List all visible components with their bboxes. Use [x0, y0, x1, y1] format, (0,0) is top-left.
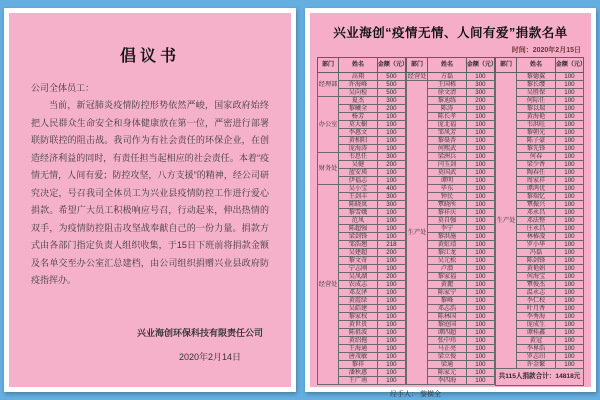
donation-table [317, 57, 584, 386]
name-cell: 黎曦全 [339, 105, 378, 113]
name-cell: 黎洪施 [428, 233, 467, 241]
letter-signer: 兴业海创环保科技有限责任公司 [136, 327, 263, 338]
table-row [318, 185, 406, 193]
name-cell: 黎家福 [428, 273, 467, 281]
name-cell: 李界浩 [517, 345, 556, 353]
column-header: 姓名 [339, 58, 378, 73]
amount-cell: 100 [555, 129, 583, 137]
amount-cell: 200 [377, 105, 405, 113]
amount-cell: 100 [466, 377, 494, 385]
name-cell: 陈长孝 [428, 113, 467, 121]
name-cell: 周家祥 [517, 177, 556, 185]
amount-cell: 100 [377, 369, 405, 377]
amount-cell: 300 [377, 153, 405, 161]
name-cell: 许金繁 [517, 361, 556, 369]
donation-table-group-2 [406, 57, 495, 385]
amount-cell: 100 [466, 169, 494, 177]
amount-cell: 100 [466, 161, 494, 169]
amount-cell: 100 [377, 337, 405, 345]
name-cell: 黎以瑞 [517, 105, 556, 113]
amount-cell: 100 [466, 265, 494, 273]
amount-cell: 100 [466, 329, 494, 337]
name-cell: 闫玉剑 [428, 161, 467, 169]
amount-cell: 100 [555, 89, 583, 97]
name-cell: 夏杰 [339, 97, 378, 105]
name-cell: 农成志 [339, 281, 378, 289]
table-row [318, 73, 406, 81]
name-cell: 梁通 [428, 361, 467, 369]
name-cell: 黎朝光 [517, 129, 556, 137]
name-cell: 何际任 [517, 97, 556, 105]
name-cell: 温永志 [517, 289, 556, 297]
name-cell: 吴小宝 [339, 185, 378, 193]
amount-cell: 100 [377, 321, 405, 329]
name-cell: 罗小华 [517, 241, 556, 249]
amount-cell: 300 [377, 193, 405, 201]
name-cell: 黎文奇 [339, 257, 378, 265]
name-cell: 邹浩翘 [339, 241, 378, 249]
amount-cell: 100 [555, 161, 583, 169]
name-cell: 梁立俊 [428, 353, 467, 361]
amount-cell: 218 [377, 241, 405, 249]
name-cell: 吴向检 [339, 89, 378, 97]
name-cell: 韦洪旺 [517, 121, 556, 129]
name-cell: 何熙武 [428, 145, 467, 153]
name-cell: 叶月香 [517, 305, 556, 313]
amount-cell: 100 [555, 105, 583, 113]
letter-date: 2020年2月14日 [178, 351, 241, 362]
name-cell: 黄麗 [428, 281, 467, 289]
amount-cell: 100 [555, 233, 583, 241]
name-cell: 黄绍拖 [339, 337, 378, 345]
name-cell: 谭明 [428, 177, 467, 185]
amount-cell: 100 [466, 273, 494, 281]
total-cell: 共115人捐款合计：14818元 [496, 369, 584, 386]
letter-body: 当前，新冠肺炎疫情防控形势依然严峻，国家政府始终把人民群众生命安全和身体健康放在第一位，严密进行部署联防联控的阻击战。我司作为有社会责任的环保企业，在创造经济利益的同时，有责任担当起相应的社会责任。本着“疫情无情，人间有爱；防控攻坚，八方支援”的精神，经公司研究决定，号召我司全体员工为兴业县疫情防控工作进行爱心捐款。希望广大员工积极响应号召，行动起来，伸出热情的双手，为疫情防控阻击攻坚战奉献自己的一份力量。捐款方式由各部门指定负责人组织收集，于15日下班前将捐款金额及名单交至办公室汇总建档，由公司组织捐赠兴业县政府防疫指挥办。 [31, 100, 269, 285]
name-cell: 李惠文 [339, 129, 378, 137]
name-cell: 陈家宁 [428, 289, 467, 297]
amount-cell: 100 [555, 313, 583, 321]
name-cell: 王国栋 [428, 81, 467, 89]
letter-document-card [4, 8, 296, 392]
name-cell: 张中玮 [428, 337, 467, 345]
name-cell: 陈剑锋 [517, 257, 556, 265]
name-cell: 邓志浩 [428, 305, 467, 313]
amount-cell: 100 [377, 217, 405, 225]
name-cell: 李宁 [428, 225, 467, 233]
name-cell: 范凤 [339, 217, 378, 225]
name-cell: 黎雪娥 [339, 209, 378, 217]
dept-cell: 经营处 [318, 185, 339, 385]
donation-list-card [305, 8, 596, 398]
dept-cell: 经理部 [318, 73, 339, 97]
amount-cell: 100 [555, 169, 583, 177]
amount-cell: 100 [555, 281, 583, 289]
name-cell: 吴健 [339, 161, 378, 169]
name-cell: 谭桂鑫 [517, 329, 556, 337]
name-cell: 黎庭国 [428, 321, 467, 329]
name-cell: 黎先锋 [517, 145, 556, 153]
name-cell: 黄虹靖 [428, 241, 467, 249]
name-cell: 吴元松 [428, 257, 467, 265]
amount-cell: 100 [377, 121, 405, 129]
column-header: 金额（元） [377, 58, 405, 73]
donation-list-time: 时间：2020年2月15日 [511, 47, 581, 54]
name-cell: 黎江龙 [428, 249, 467, 257]
name-cell: 庞成生 [517, 321, 556, 329]
amount-cell: 300 [466, 81, 494, 89]
dept-cell: 生产处 [407, 81, 428, 385]
amount-cell: 100 [555, 249, 583, 257]
name-cell: 梁少香 [517, 161, 556, 169]
name-cell: 吴胜保 [517, 89, 556, 97]
dept-cell: 生产处 [496, 73, 517, 369]
name-cell: 谭四超 [428, 329, 467, 337]
column-header: 姓名 [428, 58, 467, 73]
amount-cell: 100 [377, 169, 405, 177]
name-cell: 谭鸿优 [517, 185, 556, 193]
amount-cell: 100 [555, 305, 583, 313]
name-cell: 梁剑锋 [339, 233, 378, 241]
column-header: 部门 [318, 58, 339, 73]
amount-cell: 100 [377, 329, 405, 337]
amount-cell: 100 [466, 137, 494, 145]
amount-cell: 100 [555, 321, 583, 329]
name-cell: 陈涛 [428, 105, 467, 113]
donation-table-group-3 [495, 57, 584, 386]
amount-cell: 100 [555, 329, 583, 337]
name-cell: 陈超强 [339, 225, 378, 233]
amount-cell: 100 [466, 201, 494, 209]
name-cell: 钟民 [428, 193, 467, 201]
name-cell: 黄冠 [517, 337, 556, 345]
amount-cell: 100 [377, 361, 405, 369]
name-cell: 唐茂敏 [339, 353, 378, 361]
amount-cell: 400 [377, 185, 405, 193]
name-cell: 邓法整 [517, 217, 556, 225]
amount-cell: 100 [377, 225, 405, 233]
amount-cell: 100 [466, 73, 494, 81]
name-cell: 黎燊杏 [428, 137, 467, 145]
amount-cell: 100 [555, 193, 583, 201]
amount-cell: 200 [377, 273, 405, 281]
amount-cell: 100 [377, 353, 405, 361]
name-cell: 陈祖波 [339, 329, 378, 337]
amount-cell: 100 [466, 209, 494, 217]
name-cell: 宁志刚 [339, 265, 378, 273]
amount-cell: 100 [466, 257, 494, 265]
name-cell: 陶春任 [517, 169, 556, 177]
column-header: 部门 [407, 58, 428, 73]
column-header: 部门 [496, 58, 517, 73]
amount-cell: 100 [555, 201, 583, 209]
name-cell: 伊福志 [339, 177, 378, 185]
amount-cell: 100 [555, 177, 583, 185]
name-cell: 庄永昌 [517, 225, 556, 233]
amount-cell: 100 [466, 145, 494, 153]
name-cell: 王海通 [339, 345, 378, 353]
name-cell: 莫自强 [428, 217, 467, 225]
name-cell: 方磊 [428, 73, 467, 81]
donation-list-title: 兴业海创“疫情无情、人间有爱”捐款名单 [333, 26, 568, 40]
name-cell: 梁洲兵 [428, 153, 467, 161]
donation-list-page [310, 13, 591, 398]
name-cell: 林椿凌 [517, 233, 556, 241]
amount-cell: 100 [466, 289, 494, 297]
name-cell: 莫国武 [428, 169, 467, 177]
name-cell: 黄世贵 [339, 321, 378, 329]
name-cell: 庞海涛 [339, 145, 378, 153]
amount-cell: 100 [466, 121, 494, 129]
amount-cell: 100 [466, 313, 494, 321]
table-row [496, 73, 584, 81]
handler-line: 经手人： 黎横全 [390, 391, 441, 398]
amount-cell: 100 [377, 289, 405, 297]
total-row [496, 369, 584, 386]
name-cell: 黄相阳 [339, 137, 378, 145]
amount-cell: 100 [377, 281, 405, 289]
column-header: 姓名 [517, 58, 556, 73]
name-cell: 何春 [517, 153, 556, 161]
name-cell: 黎祥庆 [428, 209, 467, 217]
name-cell: 庞北福 [428, 121, 467, 129]
amount-cell: 100 [555, 153, 583, 161]
amount-cell: 100 [466, 249, 494, 257]
name-cell: 李秀海 [517, 313, 556, 321]
amount-cell: 100 [555, 257, 583, 265]
amount-cell: 100 [377, 113, 405, 121]
column-header: 金额（元） [466, 58, 494, 73]
amount-cell: 100 [377, 265, 405, 273]
name-cell: 黎瑞忆 [517, 193, 556, 201]
amount-cell: 100 [555, 97, 583, 105]
name-cell: 邓友泽 [339, 289, 378, 297]
name-cell: 杨芳 [339, 113, 378, 121]
name-cell: 陈子豪 [517, 137, 556, 145]
name-cell: 潘秋惠 [339, 369, 378, 377]
name-cell: 黎峰 [428, 297, 467, 305]
table-row [407, 73, 495, 81]
amount-cell: 100 [377, 145, 405, 153]
name-cell: 黄海艳 [517, 113, 556, 121]
amount-cell: 100 [466, 361, 494, 369]
amount-cell: 100 [466, 305, 494, 313]
amount-cell: 100 [466, 129, 494, 137]
name-cell: 卢潜 [428, 265, 467, 273]
amount-cell: 500 [377, 81, 405, 89]
name-cell: 王剑丰 [339, 193, 378, 201]
amount-cell: 300 [377, 201, 405, 209]
amount-cell: 100 [466, 321, 494, 329]
table-row [407, 81, 495, 89]
amount-cell: 100 [377, 209, 405, 217]
dept-cell: 经营处 [407, 73, 427, 80]
name-cell: 黄霞绿 [339, 297, 378, 305]
amount-cell: 100 [377, 257, 405, 265]
amount-cell: 100 [466, 185, 494, 193]
amount-cell: 100 [466, 113, 494, 121]
name-cell: 黎迪练 [428, 97, 467, 105]
amount-cell: 100 [466, 345, 494, 353]
name-cell: 王广南 [339, 377, 378, 385]
name-cell: 蓝安瑛 [339, 169, 378, 177]
table-row [318, 97, 406, 105]
amount-cell: 100 [466, 241, 494, 249]
amount-cell: 100 [555, 209, 583, 217]
name-cell: 李仁校 [517, 297, 556, 305]
name-cell: 邓永昌 [517, 209, 556, 217]
amount-cell: 200 [377, 161, 405, 169]
table-row [318, 153, 406, 161]
amount-cell: 200 [466, 97, 494, 105]
name-cell: 罗志田 [517, 353, 556, 361]
column-header: 金额（元） [555, 58, 583, 73]
amount-cell: 100 [466, 281, 494, 289]
name-cell: 黄艳娟 [517, 265, 556, 273]
name-cell: 高翔 [339, 73, 378, 81]
name-cell: 何海宝 [517, 273, 556, 281]
name-cell: 冯磊 [517, 249, 556, 257]
name-cell: 吴凤湖 [339, 273, 378, 281]
amount-cell: 100 [555, 361, 583, 369]
amount-cell: 100 [555, 273, 583, 281]
amount-cell: 100 [377, 313, 405, 321]
amount-cell: 100 [555, 145, 583, 153]
name-cell: 覃俊杰 [517, 281, 556, 289]
amount-cell: 100 [555, 225, 583, 233]
amount-cell: 100 [555, 345, 583, 353]
name-cell: 邹凤芳 [428, 129, 467, 137]
letter-salutation: 公司全体员工： [31, 83, 95, 93]
amount-cell: 500 [377, 89, 405, 97]
amount-cell: 100 [555, 137, 583, 145]
letter-title: 倡议书 [119, 48, 180, 65]
name-cell: 陈家元 [428, 369, 467, 377]
amount-cell: 100 [466, 193, 494, 201]
amount-cell: 100 [555, 337, 583, 345]
name-cell: 黎祥 [339, 361, 378, 369]
amount-cell: 100 [377, 129, 405, 137]
amount-cell: 100 [555, 297, 583, 305]
name-cell: 莫大樹 [339, 121, 378, 129]
dept-cell: 财务处 [318, 153, 339, 185]
amount-cell: 100 [377, 233, 405, 241]
amount-cell: 100 [377, 137, 405, 145]
amount-cell: 100 [377, 177, 405, 185]
amount-cell: 100 [555, 265, 583, 273]
name-cell: 覃振兴 [517, 201, 556, 209]
donation-table-group-1 [317, 57, 406, 385]
amount-cell: 100 [466, 225, 494, 233]
amount-cell: 300 [377, 97, 405, 105]
amount-cell: 200 [377, 249, 405, 257]
amount-cell: 100 [555, 353, 583, 361]
name-cell: 韦思任 [339, 153, 378, 161]
name-cell: 陈林国 [428, 313, 467, 321]
dept-cell: 办公室 [318, 97, 339, 153]
letter-page [9, 13, 291, 387]
name-cell: 吴皓建 [339, 305, 378, 313]
amount-cell: 100 [555, 217, 583, 225]
name-cell: 黎长缨 [517, 81, 556, 89]
amount-cell: 100 [466, 369, 494, 377]
amount-cell: 100 [466, 217, 494, 225]
amount-cell: 100 [555, 113, 583, 121]
amount-cell: 100 [466, 105, 494, 113]
amount-cell: 100 [466, 337, 494, 345]
name-cell: 李四海 [428, 377, 467, 385]
amount-cell: 100 [466, 153, 494, 161]
amount-cell: 100 [555, 289, 583, 297]
amount-cell: 100 [555, 241, 583, 249]
amount-cell: 100 [555, 73, 583, 81]
name-cell: 徐文清 [428, 89, 467, 97]
amount-cell: 100 [466, 353, 494, 361]
amount-cell: 100 [377, 345, 405, 353]
name-cell: 马正亮 [428, 345, 467, 353]
amount-cell: 100 [466, 177, 494, 185]
amount-cell: 100 [466, 297, 494, 305]
amount-cell: 100 [466, 233, 494, 241]
name-cell: 吴建超 [339, 249, 378, 257]
amount-cell: 100 [377, 377, 405, 385]
amount-cell: 100 [377, 297, 405, 305]
amount-cell: 100 [377, 305, 405, 313]
name-cell: 毕东 [428, 185, 467, 193]
name-cell: 覃晓所 [428, 201, 467, 209]
name-cell: 许海峰 [339, 81, 378, 89]
name-cell: 陈晓岚 [339, 201, 378, 209]
name-cell: 黎家权 [339, 313, 378, 321]
amount-cell: 100 [555, 121, 583, 129]
amount-cell: 100 [555, 81, 583, 89]
amount-cell: 300 [466, 89, 494, 97]
amount-cell: 100 [555, 185, 583, 193]
amount-cell: 500 [377, 73, 405, 81]
name-cell: 黎德翼 [517, 73, 556, 81]
